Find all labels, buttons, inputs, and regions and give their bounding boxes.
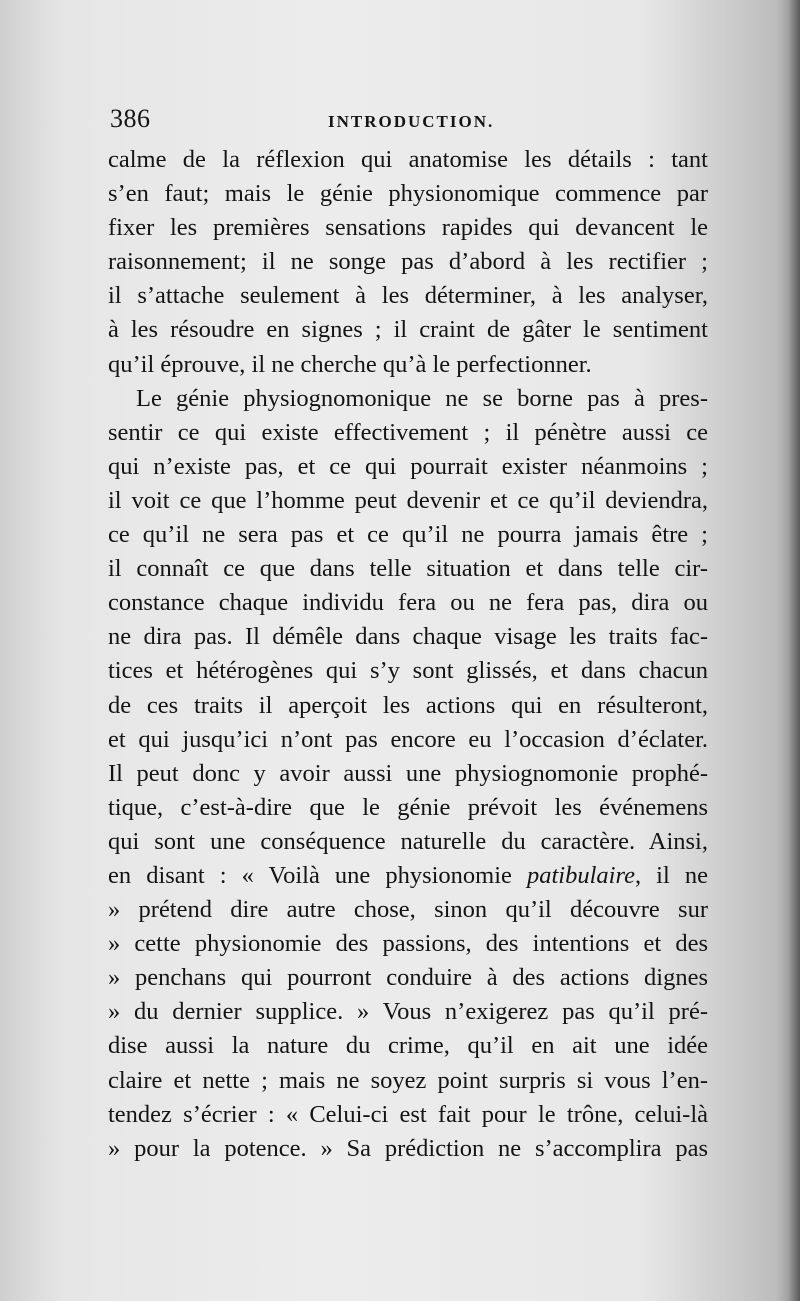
text-line: s’en faut; mais le génie physionomique commence par	[108, 180, 708, 208]
text-line: ce qu’il ne sera pas et ce qu’il ne pourra jamais être ;	[108, 521, 708, 549]
text-line: et qui jusqu’ici n’ont pas encore eu l’occasion d’éclater.	[108, 725, 708, 753]
text-line: tendez s’écrier : « Celui-ci est fait pour le trône, celui-là	[108, 1100, 708, 1128]
text-line: tices et hétérogènes qui s’y sont glissés, et dans chacun	[108, 657, 708, 685]
text-line: raisonnement; il ne songe pas d’abord à les rectifier ;	[108, 248, 708, 276]
text-line: calme de la réflexion qui anatomise les détails : tant	[108, 146, 708, 173]
body-text	[108, 143, 708, 1166]
text-line: » pour la potence. » Sa prédiction ne s’accomplira pas	[108, 1134, 708, 1162]
text-line: qui sont une conséquence naturelle du caractère. Ainsi,	[108, 827, 708, 855]
text-line: » penchans qui pourront conduire à des actions dignes	[108, 964, 708, 992]
text-line: il voit ce que l’homme peut devenir et ce qu’il deviendra,	[108, 486, 708, 514]
text-line: fixer les premières sensations rapides qui devancent le	[108, 214, 708, 242]
text-segment: , il ne	[634, 861, 708, 889]
text-line: Il peut donc y avoir aussi une physiognomonie prophé-	[108, 759, 708, 787]
text-line: ne dira pas. Il démêle dans chaque visage les traits fac-	[108, 623, 708, 651]
text-segment: en disant : « Voilà une physionomie	[108, 861, 512, 889]
page-edge-shadow	[788, 0, 800, 1301]
text-line-with-italic	[108, 859, 708, 893]
text-line: tique, c’est-à-dire que le génie prévoit les événemens	[108, 793, 708, 821]
text-line: de ces traits il aperçoit les actions qui en résulteront,	[108, 691, 708, 719]
text-line: » prétend dire autre chose, sinon qu’il découvre sur	[108, 896, 708, 924]
running-title: INTRODUCTION.	[328, 112, 495, 131]
text-line: » du dernier supplice. » Vous n’exigerez pas qu’il pré-	[108, 998, 708, 1026]
text-line: qui n’existe pas, et ce qui pourrait exister néanmoins ;	[108, 452, 708, 480]
running-head	[110, 104, 710, 138]
text-line: à les résoudre en signes ; il craint de gâter le sentiment	[108, 316, 708, 344]
text-line: » cette physionomie des passions, des intentions et des	[108, 930, 708, 958]
italic-word: patibulaire	[527, 861, 635, 889]
paragraph-start-line: Le génie physiognomonique ne se borne pas à pres-	[136, 384, 708, 412]
text-line: il connaît ce que dans telle situation et dans telle cir-	[108, 555, 708, 583]
text-line: constance chaque individu fera ou ne fera pas, dira ou	[108, 589, 708, 617]
text-line: qu’il éprouve, il ne cherche qu’à le perfectionner.	[108, 350, 592, 378]
text-line: dise aussi la nature du crime, qu’il en ait une idée	[108, 1032, 708, 1060]
text-line: il s’attache seulement à les déterminer, à les analyser,	[108, 282, 708, 310]
text-line: sentir ce qui existe effectivement ; il pénètre aussi ce	[108, 418, 708, 446]
page-number: 386	[110, 104, 151, 133]
text-line: claire et nette ; mais ne soyez point surpris si vous l’en-	[108, 1066, 708, 1094]
